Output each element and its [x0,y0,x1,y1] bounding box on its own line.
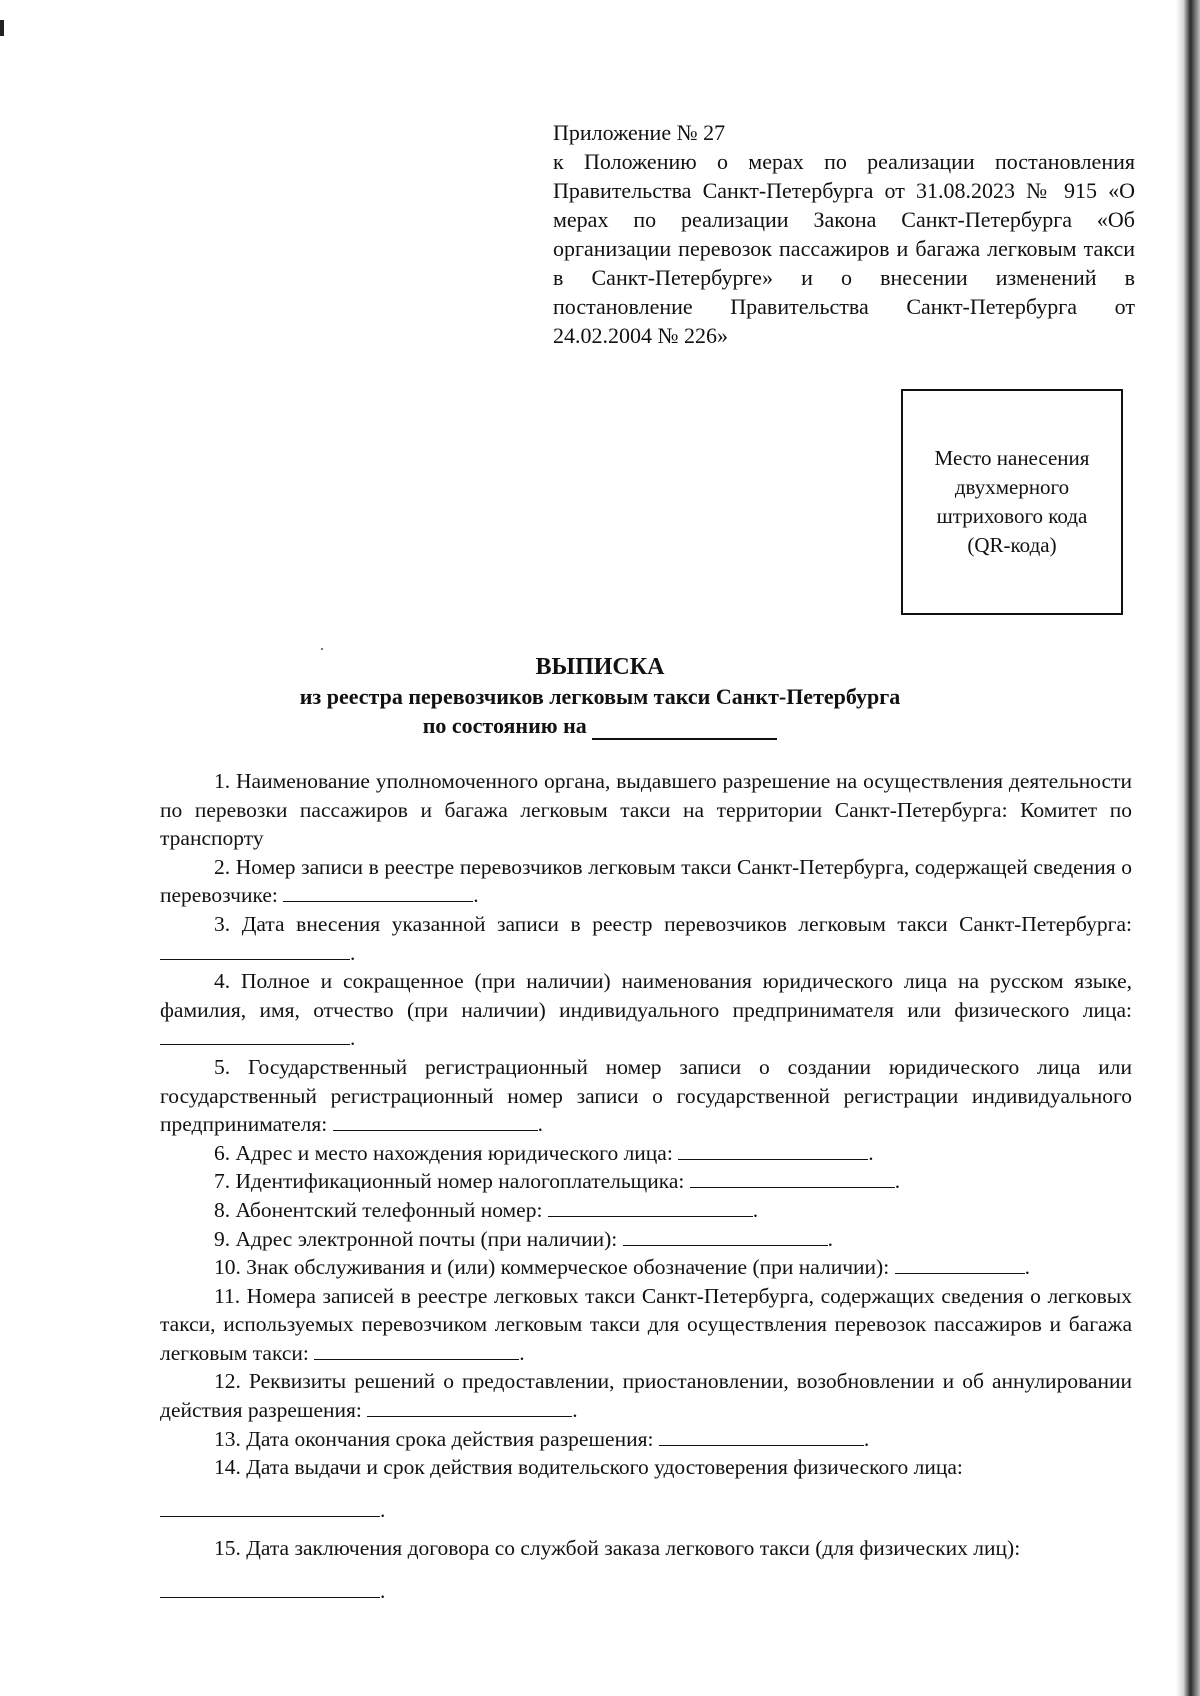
item-trailing-line: . [160,1496,1132,1525]
fill-blank [678,1141,868,1160]
document-title [150,653,1050,740]
list-item: 4. Полное и сокращенное (при наличии) наименования юридического лица на русском языке, фамилия, имя, отчество (при наличии) индивидуального предпринимателя или физического лица: . [160,969,1132,1051]
fill-blank [160,1498,380,1517]
title-date-line [150,711,1050,740]
list-item: 9. Адрес электронной почты (при наличии): . [214,1226,833,1251]
list-item: 2. Номер записи в реестре перевозчиков легковым такси Санкт-Петербурга, содержащей сведения о перевозчике: . [160,854,1132,908]
scan-speck [321,648,323,650]
fill-blank [283,883,473,902]
qr-code-placeholder [901,389,1123,615]
date-blank [592,716,777,740]
fill-blank [548,1198,753,1217]
fill-blank [659,1427,864,1446]
scan-edge [1176,0,1200,1696]
list-item: 6. Адрес и место нахождения юридического лица: . [214,1140,874,1165]
annex-reference: к Положению о мерах по реализации постановления Правительства Санкт-Петербурга от 31.08.2023 № 915 «О мерах по реализации Закона Санкт-Петербурга «Об организации перевозок пассажиров и багажа легковым такси в Санкт-Петербурге» и о внесении изменений в постановление Правительства Санкт-Петербурга от 24.02.2004 № 226» [553,149,1135,348]
list-item: 10. Знак обслуживания и (или) коммерческое обозначение (при наличии): . [214,1255,1030,1280]
list-item: 1. Наименование уполномоченного органа, выдавшего разрешение на осуществления деятельности по перевозки пассажиров и багажа легковым такси на территории Санкт-Петербурга: Комитет по транспорту [160,769,1132,851]
fill-blank [367,1398,572,1417]
list-item: 11. Номера записей в реестре легковых такси Санкт-Петербурга, содержащих сведения о легковых такси, используемых перевозчиком легковым такси для осуществления перевозок пассажиров и багажа легковым такси: . [160,1283,1132,1365]
list-item: 7. Идентификационный номер налогоплательщика: . [214,1169,901,1194]
list-item: 13. Дата окончания срока действия разрешения: . [214,1426,870,1451]
title-subtitle: из реестра перевозчиков легковым такси Санкт-Петербурга [299,684,901,709]
fill-blank [690,1169,895,1188]
title-main: ВЫПИСКА [535,654,665,680]
list-item: 5. Государственный регистрационный номер записи о создании юридического лица или государственный регистрационный номер записи о государственной регистрации индивидуального предпринимателя: . [160,1054,1132,1137]
fill-blank [314,1341,519,1360]
list-item: 15. Дата заключения договора со службой заказа легкового такси (для физических лиц): . [160,1534,1132,1605]
fill-blank [160,1579,380,1598]
items-list [160,767,1132,1606]
annex-number: Приложение № 27 [553,120,726,145]
fill-blank [895,1255,1025,1274]
list-item: 14. Дата выдачи и срок действия водительского удостоверения физического лица: . [160,1453,1132,1524]
fill-blank [623,1227,828,1246]
annex-header [553,118,1135,350]
qr-code-label: Место нанесения двухмерного штрихового кода (QR-кода) [934,446,1090,557]
scan-mark [0,20,4,36]
item-trailing-line: . [160,1577,1132,1606]
fill-blank [160,1026,350,1045]
list-item: 3. Дата внесения указанной записи в реестр перевозчиков легковым такси Санкт-Петербурга: . [160,910,1132,967]
fill-blank [160,941,350,960]
list-item: 12. Реквизиты решений о предоставлении, приостановлении, возобновлении и об аннулировании действия разрешения: . [160,1369,1132,1423]
fill-blank [333,1112,538,1131]
title-date-prefix: по состоянию на [422,713,587,738]
list-item: 8. Абонентский телефонный номер: . [214,1197,759,1222]
